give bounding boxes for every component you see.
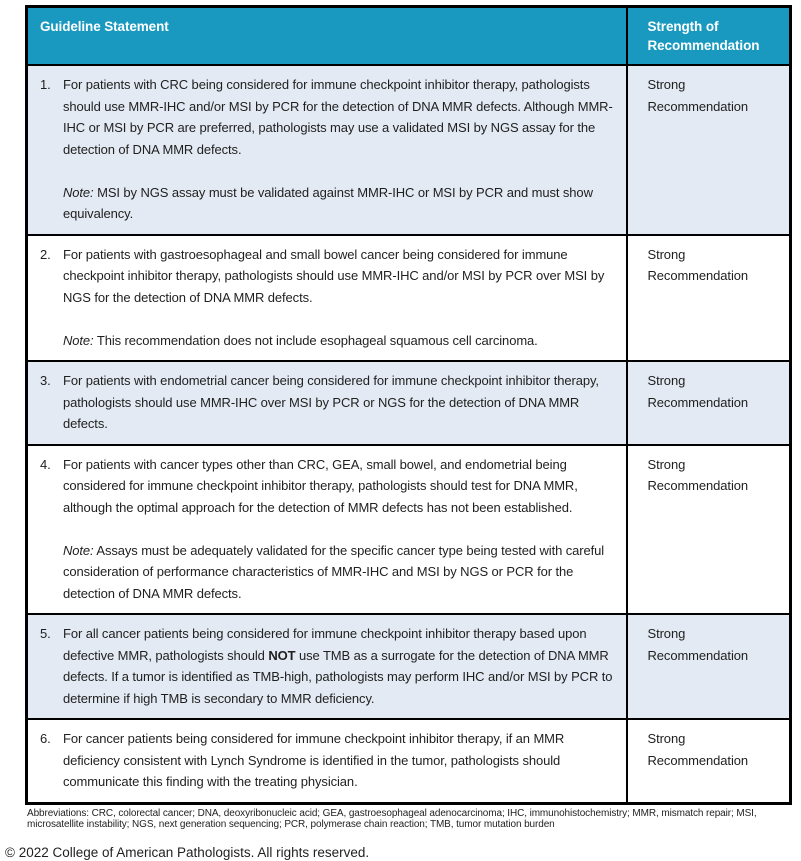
abbreviations-footnote: Abbreviations: CRC, colorectal cancer; DNA, deoxyribonucleic acid; GEA, gastroesophageal adenocarcinoma; IHC, immunohistochemistry; MMR, mismatch repair; MSI, microsatellite instability; NGS, next generation sequencing; PCR, polymerase chain reaction; TMB, tumor mutation burden — [27, 807, 757, 830]
note-text-4: Assays must be adequately validated for the specific cancer type being tested with careful consideration of performance characteristics of MMR-IHC and MSI by NGS or PCR for the detection of DNA MMR defects. — [63, 542, 605, 601]
statement-text-5-bold: NOT — [268, 647, 296, 663]
note-4 — [63, 540, 618, 605]
guideline-number-5: 5. — [40, 626, 51, 641]
statement-text-5-pre: For all cancer patients being considered for immune checkpoint inhibitor therapy based upon defective MMR, pathologists should — [63, 626, 587, 663]
guideline-row-4 — [27, 445, 791, 615]
guideline-number-6: 6. — [40, 731, 51, 746]
guideline-row-6 — [27, 719, 791, 803]
copyright-notice: © 2022 College of American Pathologists. All rights reserved. — [5, 844, 370, 860]
column-header-guideline-statement: Guideline Statement — [27, 7, 627, 66]
strength-cell-4: Strong Recommendation — [627, 445, 791, 615]
statement-cell-2 — [27, 235, 627, 362]
strength-cell-3: Strong Recommendation — [627, 361, 791, 445]
statement-cell-4 — [27, 445, 627, 615]
note-2 — [63, 330, 618, 352]
statement-cell-3 — [27, 361, 627, 445]
strength-cell-6: Strong Recommendation — [627, 719, 791, 803]
guideline-number-2: 2. — [40, 246, 51, 262]
column-header-strength-of-recommendation: Strength of Recommendation — [627, 7, 791, 66]
statement-cell-6 — [27, 719, 627, 803]
note-label: Note: — [63, 542, 94, 558]
strength-cell-1: Strong Recommendation — [627, 65, 791, 235]
guideline-number-3: 3. — [40, 373, 51, 388]
note-1 — [63, 182, 618, 225]
strength-cell-5: Strong Recommendation — [627, 614, 791, 719]
table-header-row — [27, 7, 791, 66]
statement-text-5-post: use TMB as a surrogate for the detection of DNA MMR defects. If a tumor is identified as TMB-high, pathologists may perform IHC and/or MSI by PCR to determine if high TMB is secondary to MMR deficiency. — [63, 647, 613, 706]
guideline-table — [25, 5, 792, 805]
statement-text-1: For patients with CRC being considered for immune checkpoint inhibitor therapy, pathologists should use MMR-IHC and/or MSI by PCR for the detection of DNA MMR defects. Although MMR-IHC or MSI by PCR are preferred, pathologists may use a validated MSI by NGS assay for the detection of DNA MMR defects. — [63, 77, 613, 157]
note-text-2: This recommendation does not include esophageal squamous cell carcinoma. — [96, 332, 538, 348]
guideline-number-1: 1. — [40, 77, 51, 92]
strength-cell-2: Strong Recommendation — [627, 235, 791, 362]
guideline-row-1 — [27, 65, 791, 235]
statement-text-2: For patients with gastroesophageal and small bowel cancer being considered for immune checkpoint inhibitor therapy, pathologists should use MMR-IHC and/or MSI by PCR over MSI by NGS for the detection of DNA MMR defects. — [63, 246, 605, 305]
note-label: Note: — [63, 332, 94, 348]
guideline-document-page — [0, 5, 801, 860]
statement-text-5 — [63, 623, 618, 709]
note-text-1: MSI by NGS assay must be validated against MMR-IHC or MSI by PCR and must show equivalency. — [63, 184, 593, 221]
guideline-row-5 — [27, 614, 791, 719]
statement-text-4: For patients with cancer types other than CRC, GEA, small bowel, and endometrial being considered for immune checkpoint inhibitor therapy, pathologists should test for DNA MMR, although the optimal approach for the detection of MMR defects has not been established. — [63, 456, 578, 515]
note-label: Note: — [63, 184, 94, 200]
guideline-row-2 — [27, 235, 791, 362]
guideline-row-3 — [27, 361, 791, 445]
statement-cell-1 — [27, 65, 627, 235]
statement-text-6: For cancer patients being considered for immune checkpoint inhibitor therapy, if an MMR deficiency consistent with Lynch Syndrome is identified in the tumor, pathologists should communicate this finding with the treating physician. — [63, 731, 565, 789]
statement-text-3: For patients with endometrial cancer being considered for immune checkpoint inhibitor therapy, pathologists should use MMR-IHC over MSI by PCR or NGS for the detection of DNA MMR defects. — [63, 373, 599, 431]
guideline-number-4: 4. — [40, 456, 51, 472]
statement-cell-5 — [27, 614, 627, 719]
